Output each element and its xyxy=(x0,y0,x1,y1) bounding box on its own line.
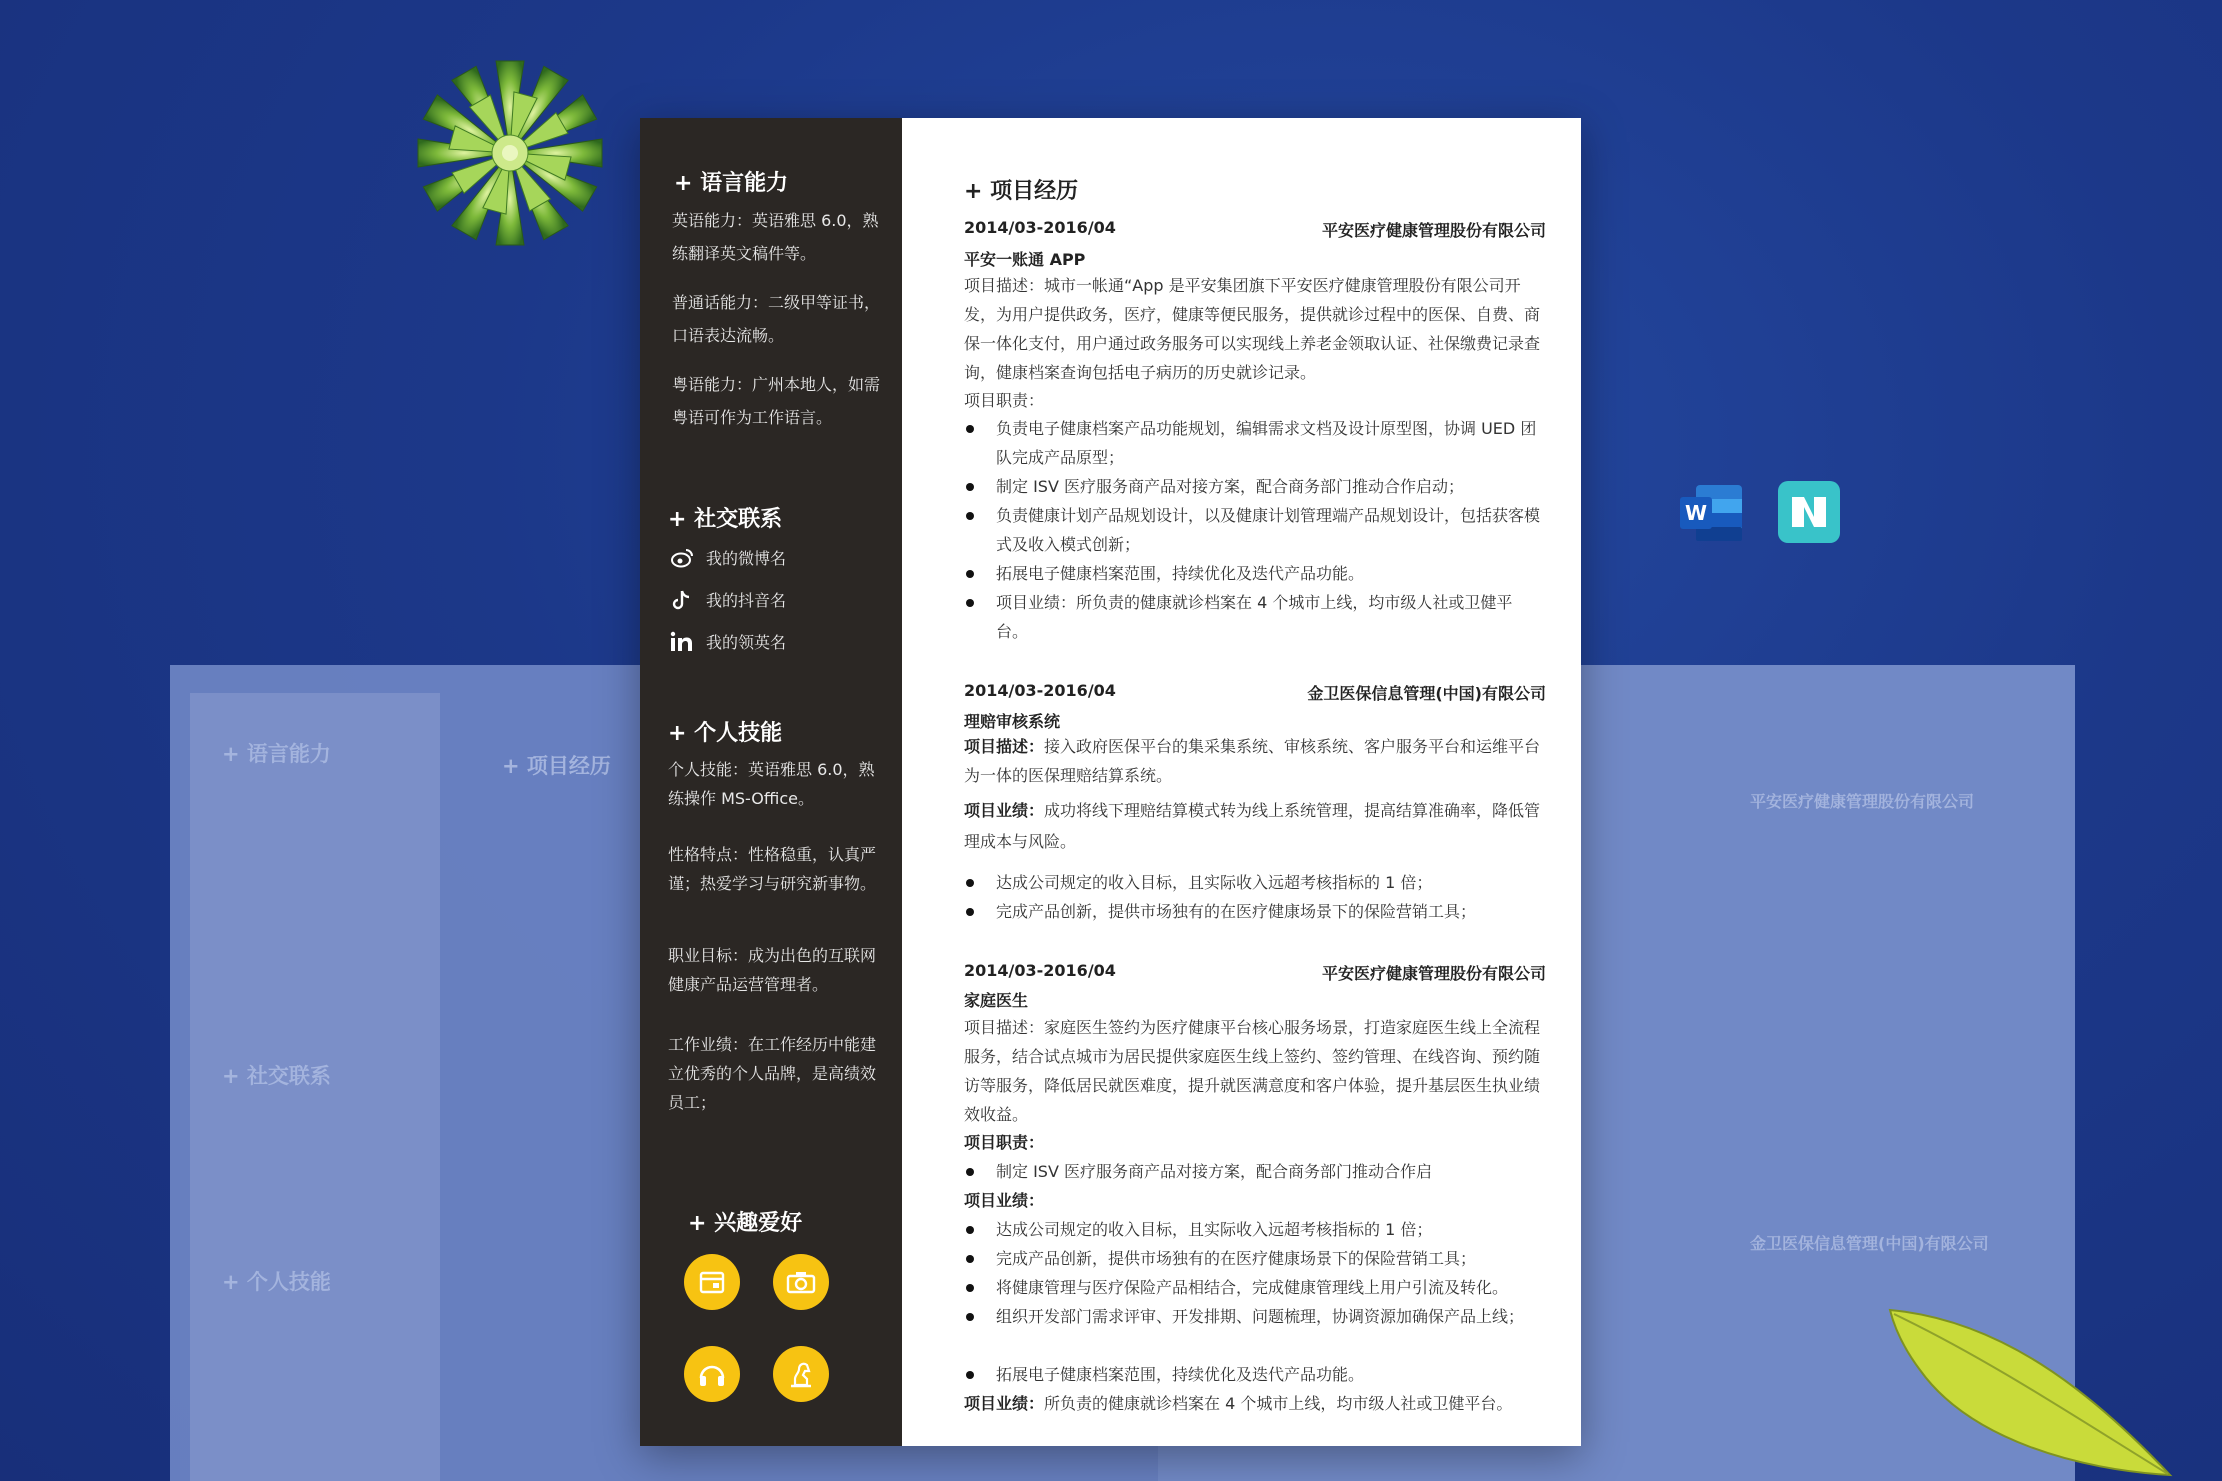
wps-app-icon[interactable] xyxy=(1776,481,1842,543)
svg-text:W: W xyxy=(1684,501,1708,525)
social-douyin[interactable] xyxy=(670,588,786,611)
project-1-bullet-4: 拓展电子健康档案范围，持续优化及迭代产品功能。 xyxy=(964,559,1544,588)
project-3-date: 2014/03-2016/04 xyxy=(964,961,1116,980)
skills-text: 个人技能：英语雅思 6.0，熟练操作 MS-Office。 xyxy=(668,760,875,808)
ghost-language-title: + 语言能力 xyxy=(222,742,331,766)
project-3-duty-bullet-1: 制定 ISV 医疗服务商产品对接方案，配合商务部门推动合作启 xyxy=(964,1157,1544,1186)
project-2-date: 2014/03-2016/04 xyxy=(964,681,1116,700)
project-1-date: 2014/03-2016/04 xyxy=(964,218,1116,237)
chess-icon xyxy=(773,1346,829,1402)
calendar-icon xyxy=(684,1254,740,1310)
english-ability: 英语能力：英语雅思 6.0，熟练翻译英文稿件等。 xyxy=(672,211,879,263)
project-2-desc-label: 项目描述： xyxy=(964,737,1045,756)
project-1-company: 平安医疗健康管理股份有限公司 xyxy=(1321,221,1546,240)
project-3-result-label: 项目业绩： xyxy=(964,1191,1045,1210)
succulent-plant-image xyxy=(410,48,610,258)
hobbies-section-title: + 兴趣爱好 xyxy=(688,1211,803,1236)
project-2-description xyxy=(964,732,1544,790)
project-2-result-label: 项目业绩： xyxy=(964,801,1045,820)
project-2-result-text: 成功将线下理赔结算模式转为线上系统管理，提高结算准确率，降低管理成本与风险。 xyxy=(964,801,1541,851)
word-app-icon[interactable] xyxy=(1678,483,1744,545)
cantonese-ability: 粤语能力：广州本地人，如需粤语可作为工作语言。 xyxy=(672,375,881,427)
project-2-bullet-1: 达成公司规定的收入目标，且实际收入远超考核指标的 1 倍； xyxy=(964,868,1544,897)
project-3-result-bullet-5: 拓展电子健康档案范围，持续优化及迭代产品功能。 xyxy=(964,1360,1544,1389)
headphones-icon xyxy=(684,1346,740,1402)
project-3-result-bullet-4: 组织开发部门需求评审、开发排期、问题梳理，协调资源加确保产品上线； xyxy=(964,1302,1544,1331)
weibo-icon xyxy=(670,547,696,569)
project-1-bullet-2: 制定 ISV 医疗服务商产品对接方案，配合商务部门推动合作启动； xyxy=(964,472,1544,501)
project-1-bullet-1: 负责电子健康档案产品功能规划，编辑需求文档及设计原型图，协调 UED 团队完成产品原型； xyxy=(964,414,1544,472)
project-3-result-bullet-2: 完成产品创新，提供市场独有的在医疗健康场景下的保险营销工具； xyxy=(964,1244,1544,1273)
project-3-name: 家庭医生 xyxy=(964,991,1029,1010)
social-linkedin[interactable] xyxy=(670,630,786,653)
resume-sidebar xyxy=(640,118,902,1446)
project-2-company: 金卫医保信息管理(中国)有限公司 xyxy=(1307,684,1546,703)
project-3-company: 平安医疗健康管理股份有限公司 xyxy=(1321,964,1546,983)
project-1-name: 平安一账通 APP xyxy=(964,250,1086,269)
project-1-bullet-5: 项目业绩：所负责的健康就诊档案在 4 个城市上线，均市级人社或卫健平台。 xyxy=(964,588,1544,646)
linkedin-name: 我的领英名 xyxy=(706,633,787,652)
project-1-description: 项目描述：城市一帐通“App 是平安集团旗下平安医疗健康管理股份有限公司开发，为用户提供政务，医疗，健康等便民服务，提供就诊过程中的医保、自费、商保一体化支付，用户通过政务服务可以实现线上养老金领取认证、社保缴费记录查询，健康档案查询包括电子病历的历史就诊记录。 xyxy=(964,276,1541,382)
social-section-title: + 社交联系 xyxy=(668,507,783,532)
project-1-bullet-3: 负责健康计划产品规划设计，以及健康计划管理端产品规划设计，包括获客模式及收入模式创新； xyxy=(964,501,1544,559)
project-3-result-bullet-1: 达成公司规定的收入目标，且实际收入远超考核指标的 1 倍； xyxy=(964,1215,1544,1244)
ghost-company-1: 平安医疗健康管理股份有限公司 xyxy=(1750,792,1975,811)
camera-icon xyxy=(773,1254,829,1310)
douyin-name: 我的抖音名 xyxy=(706,591,787,610)
project-3-final-text: 所负责的健康就诊档案在 4 个城市上线，均市级人社或卫健平台。 xyxy=(1044,1394,1513,1413)
project-3-description: 项目描述：家庭医生签约为医疗健康平台核心服务场景，打造家庭医生线上全流程服务，结合试点城市为居民提供家庭医生线上签约、签约管理、在线咨询、预约随访等服务，降低居民就医难度，提升就医满意度和客户体验，提升基层医生执业绩效收益。 xyxy=(964,1018,1541,1124)
project-1-duty-label: 项目职责： xyxy=(964,391,1045,410)
linkedin-icon xyxy=(670,631,696,653)
project-2-name: 理赔审核系统 xyxy=(964,712,1061,731)
ghost-main-title: + 项目经历 xyxy=(502,754,611,778)
leaf-decoration-image xyxy=(1880,1300,2180,1481)
project-3-final-result xyxy=(964,1389,1544,1418)
project-3-result-bullet-3: 将健康管理与医疗保险产品相结合，完成健康管理线上用户引流及转化。 xyxy=(964,1273,1544,1302)
project-3-final-label: 项目业绩： xyxy=(964,1394,1045,1413)
weibo-name: 我的微博名 xyxy=(706,549,787,568)
project-3-duty-label: 项目职责： xyxy=(964,1133,1045,1152)
project-2-bullet-2: 完成产品创新，提供市场独有的在医疗健康场景下的保险营销工具； xyxy=(964,897,1544,926)
mandarin-ability: 普通话能力：二级甲等证书，口语表达流畅。 xyxy=(672,293,881,345)
ghost-social-title: + 社交联系 xyxy=(222,1064,331,1088)
douyin-icon xyxy=(670,589,696,611)
social-weibo[interactable] xyxy=(670,546,786,569)
language-section-title: + 语言能力 xyxy=(674,171,789,196)
project-section-title: + 项目经历 xyxy=(964,179,1079,204)
project-2-desc-text: 接入政府医保平台的集采集系统、审核系统、客户服务平台和运维平台为一体的医保理赔结算系统。 xyxy=(964,737,1541,785)
traits-text: 性格特点：性格稳重，认真严谨；热爱学习与研究新事物。 xyxy=(668,845,877,893)
resume-page xyxy=(640,118,1581,1446)
work-performance-text: 工作业绩：在工作经历中能建立优秀的个人品牌，是高绩效员工； xyxy=(668,1035,877,1112)
project-2-result xyxy=(964,795,1544,857)
resume-main xyxy=(902,118,1581,1446)
skills-section-title: + 个人技能 xyxy=(668,721,783,746)
ghost-company-2: 金卫医保信息管理(中国)有限公司 xyxy=(1750,1234,1989,1253)
career-goal-text: 职业目标：成为出色的互联网健康产品运营管理者。 xyxy=(668,946,877,994)
ghost-skills-title: + 个人技能 xyxy=(222,1270,331,1294)
